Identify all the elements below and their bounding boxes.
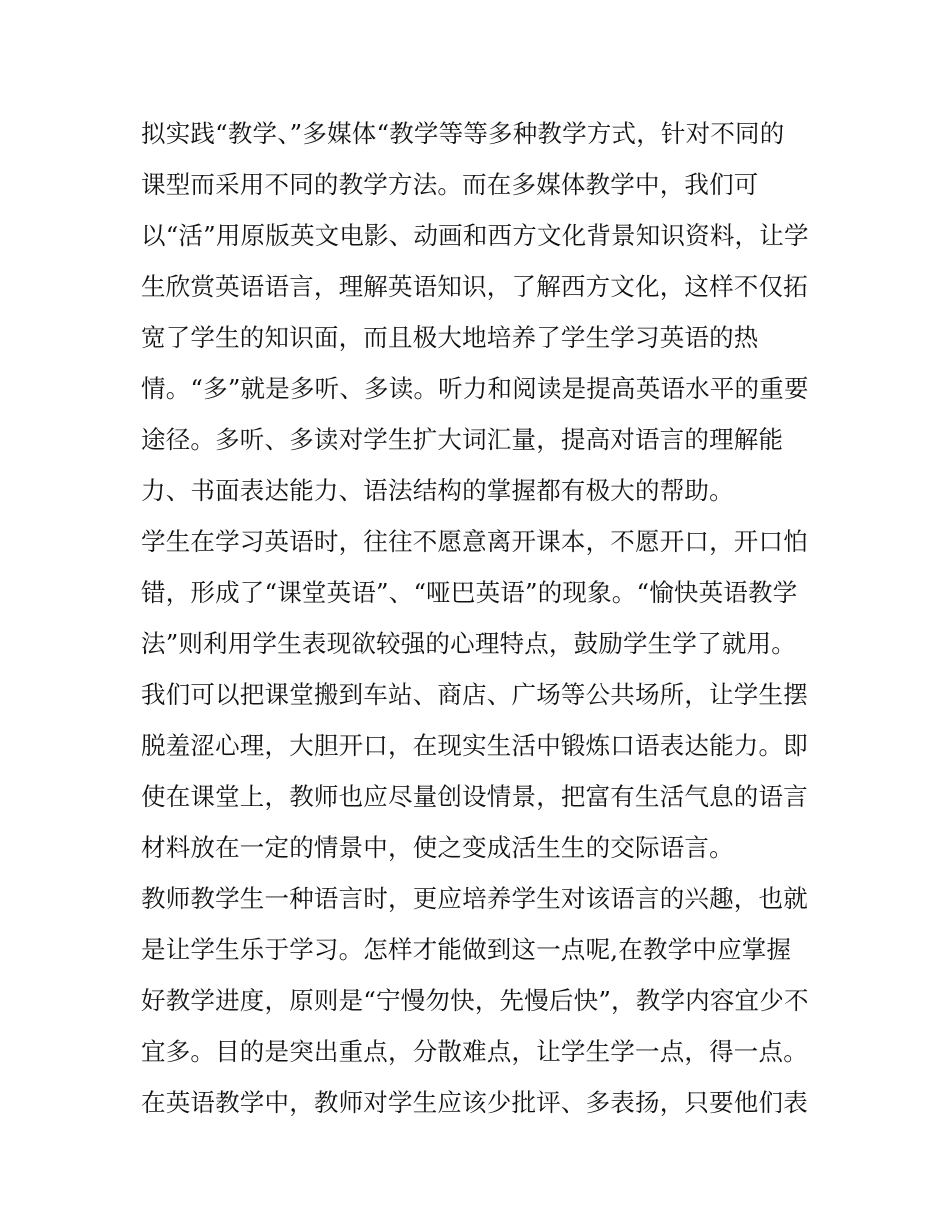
text-line: 好教学进度，原则是“宁慢勿快，先慢后快”，教学内容宜少不 [141,986,809,1015]
text-line: 是让学生乐于学习。怎样才能做到这一点呢,在教学中应掌握 [141,935,792,964]
text-line: 情。“多”就是多听、多读。听力和阅读是提高英语水平的重要 [141,374,809,403]
text-line: 教师教学生一种语言时，更应培养学生对该语言的兴趣，也就 [141,884,808,913]
text-line: 宽了学生的知识面，而且极大地培养了学生学习英语的热 [141,323,759,352]
document-body [141,108,821,1128]
text-line: 使在课堂上，教师也应尽量创设情景，把富有生活气息的语言 [141,782,808,811]
text-line: 课型而采用不同的教学方法。而在多媒体教学中，我们可 [141,170,759,199]
text-line: 力、书面表达能力、语法结构的掌握都有极大的帮助。 [141,476,734,505]
text-line: 脱羞涩心理，大胆开口，在现实生活中锻炼口语表达能力。即 [141,731,808,760]
text-line: 以“活”用原版英文电影、动画和西方文化背景知识资料，让学 [141,221,809,250]
text-line: 在英语教学中，教师对学生应该少批评、多表扬，只要他们表 [141,1088,808,1117]
text-line: 法”则利用学生表现欲较强的心理特点，鼓励学生学了就用。 [141,629,796,658]
text-line: 途径。多听、多读对学生扩大词汇量，提高对语言的理解能 [141,425,784,454]
text-line: 宜多。目的是突出重点，分散难点，让学生学一点，得一点。 [141,1037,808,1066]
text-line: 材料放在一定的情景中，使之变成活生生的交际语言。 [141,833,734,862]
text-line: 错，形成了“课堂英语”、“哑巴英语”的现象。“愉快英语教学 [141,578,798,607]
text-line: 我们可以把课堂搬到车站、商店、广场等公共场所，让学生摆 [141,680,808,709]
text-line: 学生在学习英语时，往往不愿意离开课本，不愿开口，开口怕 [141,527,808,556]
text-line: 拟实践“教学、”多媒体“教学等等多种教学方式，针对不同的 [141,119,785,148]
text-line: 生欣赏英语语言，理解英语知识，了解西方文化，这样不仅拓 [141,272,808,301]
